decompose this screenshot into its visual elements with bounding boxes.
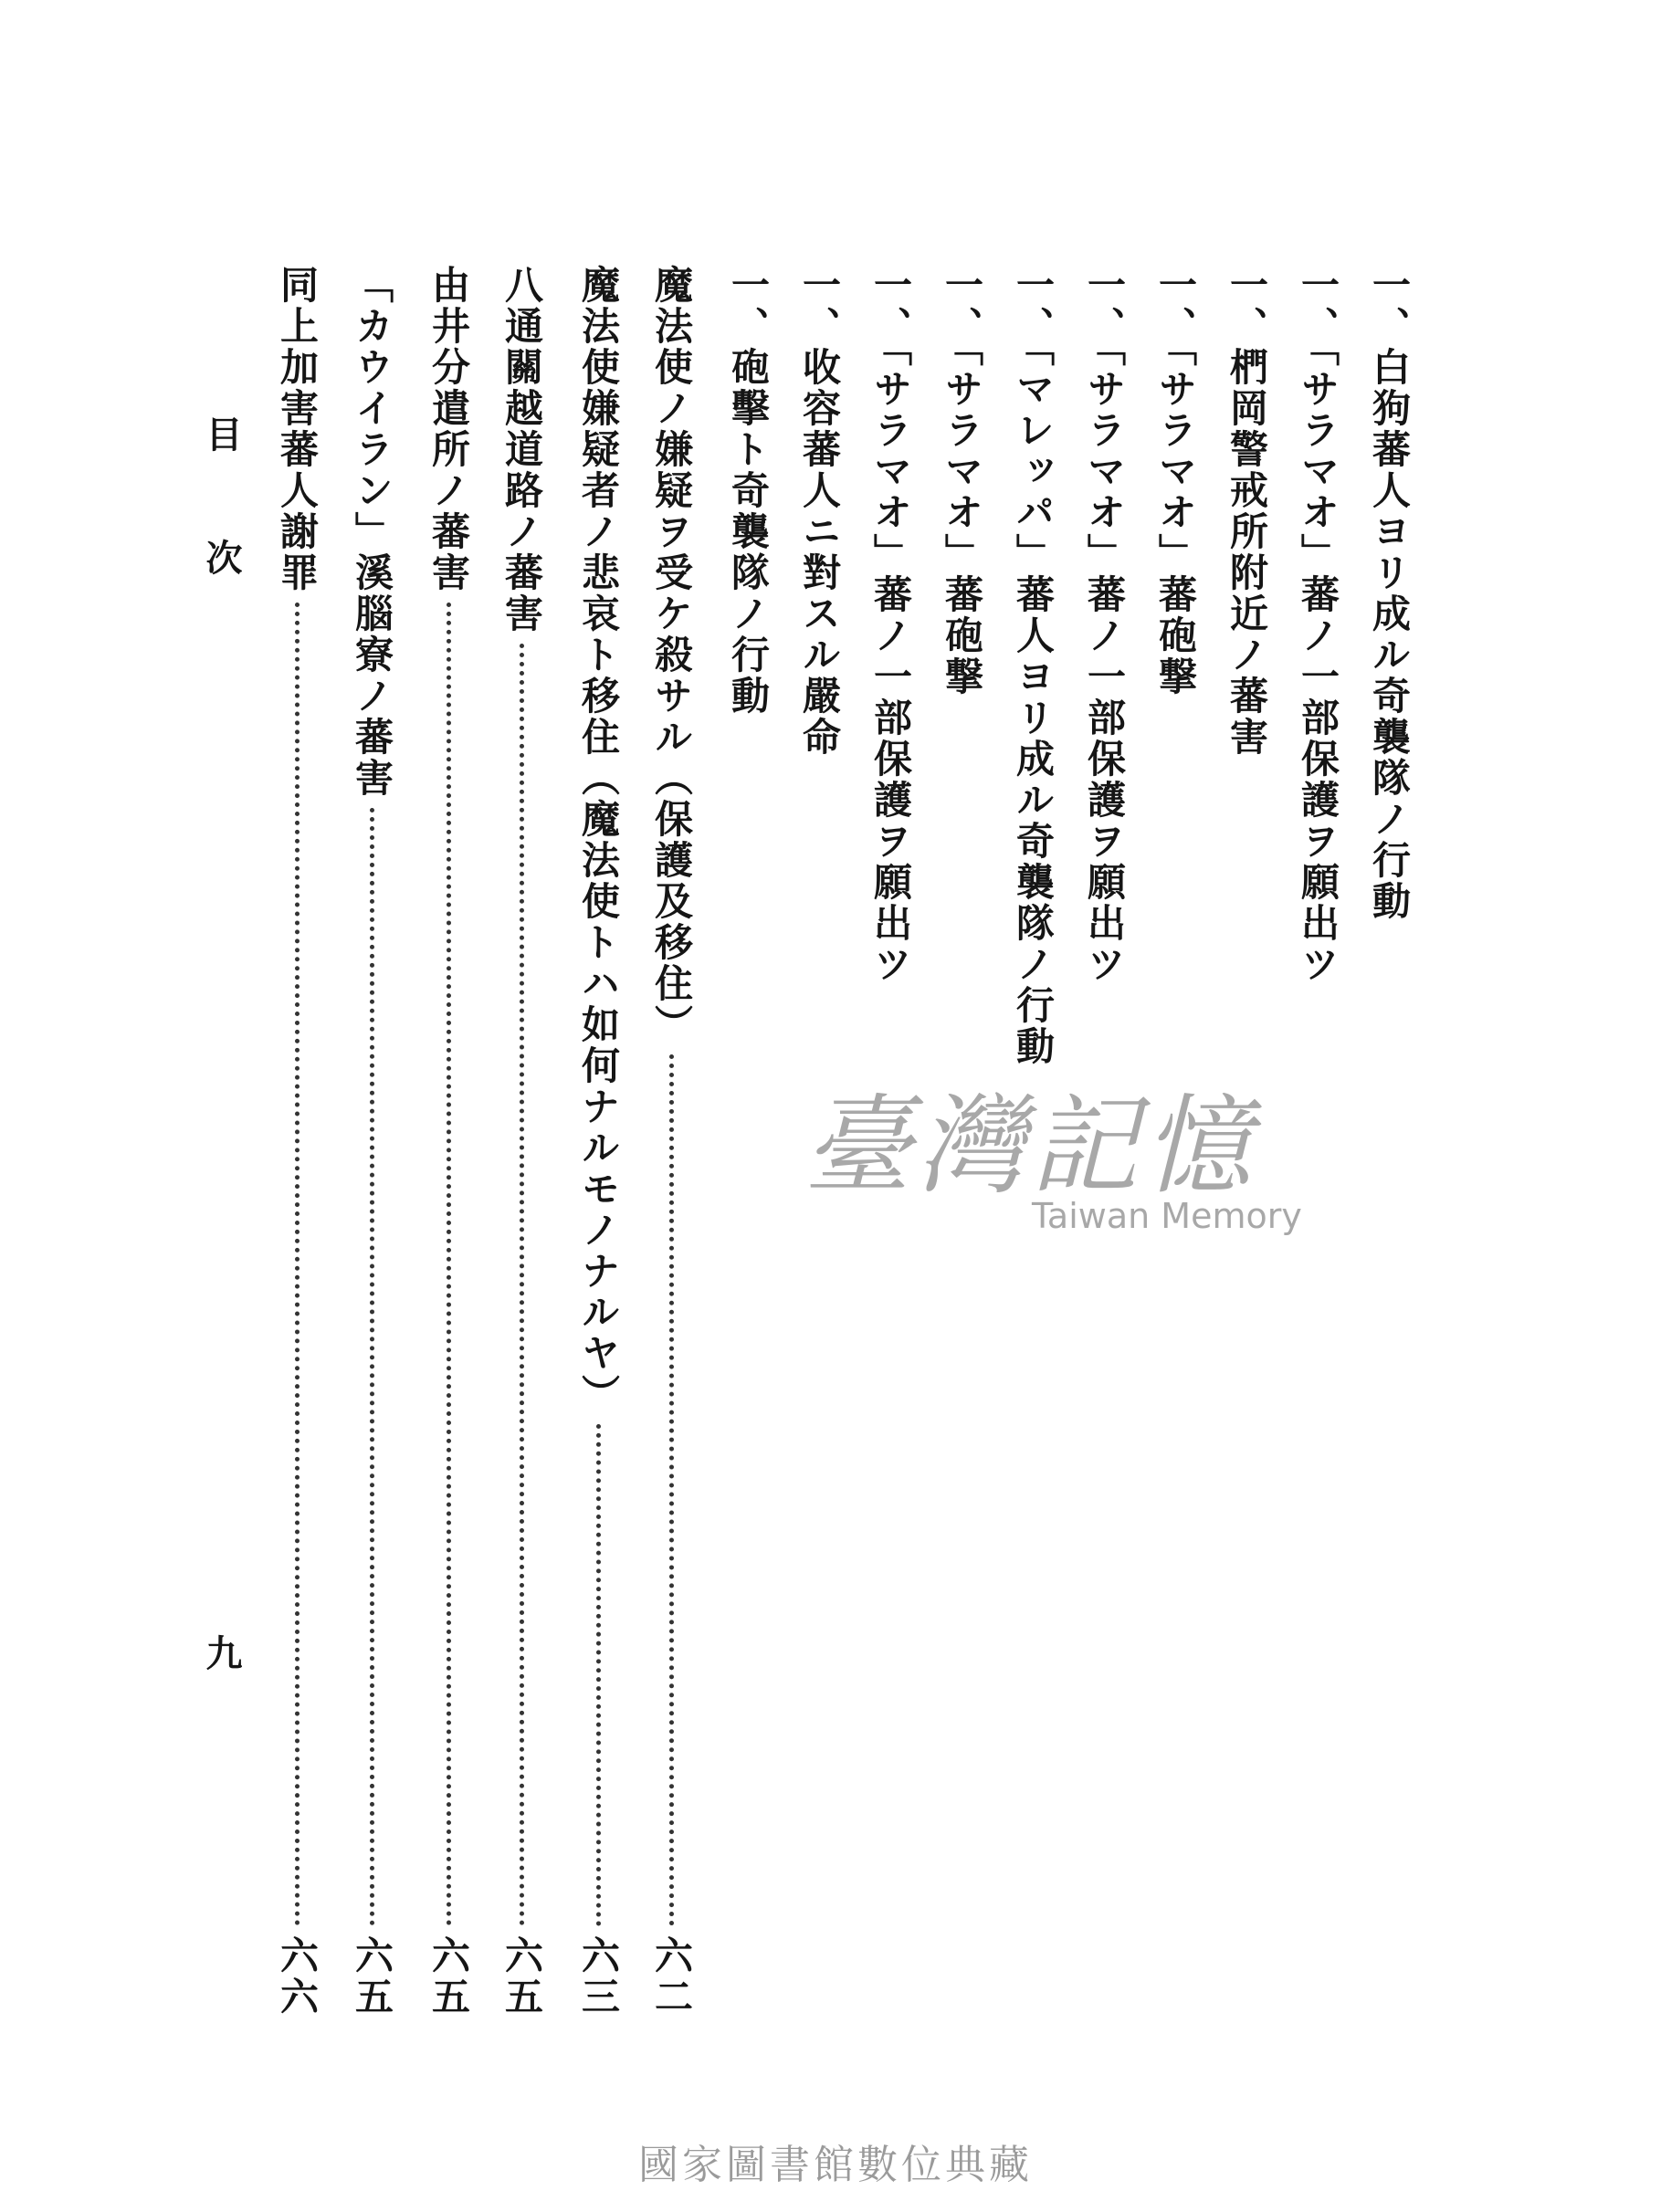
toc-page-number: 六六: [275, 1935, 320, 2018]
toc-entry-title: 八通關越道路ノ蕃害: [499, 265, 544, 634]
dotted-leader: [520, 644, 524, 1926]
toc-main-entry: [350, 265, 394, 2018]
toc-page-number: 六三: [576, 1935, 621, 2018]
toc-entry: 一、椚岡警戒所附近ノ蕃害: [1224, 265, 1269, 758]
toc-page-number: 六五: [499, 1935, 544, 2018]
toc-entry: 一、砲擊ト奇襲隊ノ行動: [726, 265, 771, 717]
watermark-text-cn: 臺灣記憶: [804, 1083, 1257, 1209]
dotted-leader: [669, 1054, 674, 1926]
toc-main-entry: [426, 265, 471, 2018]
dotted-leader: [370, 808, 374, 1926]
toc-entry: 一、「マレッパ」蕃人ヨリ成ル奇襲隊ノ行動: [1011, 265, 1056, 1067]
toc-entry: 一、「サラマオ」蕃砲撃: [940, 265, 984, 697]
toc-entry: 一、白狗蕃人ヨリ成ル奇襲隊ノ行動: [1367, 265, 1412, 922]
toc-main-entry: [275, 265, 320, 2018]
dotted-leader: [447, 603, 451, 1926]
footer-collection-label: 國家圖書館數位典藏: [638, 2142, 1033, 2188]
toc-entry: 一、「サラマオ」蕃ノ一部保護ヲ願出ツ: [1296, 265, 1340, 985]
toc-entry-title: 由井分遣所ノ蕃害: [426, 265, 471, 593]
toc-main-entry: [499, 265, 544, 2018]
toc-entry: 一、收容蕃人ニ對スル嚴命: [797, 265, 842, 758]
dotted-leader: [596, 1424, 601, 1926]
toc-main-entry: [576, 265, 621, 2018]
toc-entry-title: 魔法使嫌疑者ノ悲哀ト移住（魔法使トハ如何ナルモノナルヤ）: [576, 265, 621, 1415]
toc-entry: 一、「サラマオ」蕃ノ一部保護ヲ願出ツ: [868, 265, 913, 985]
toc-entry-title: 「カウイラン」溪腦寮ノ蕃害: [350, 265, 394, 799]
toc-entry-title: 魔法使ノ嫌疑ヲ受ケ殺サル（保護及移住）: [649, 265, 694, 1045]
dotted-leader: [295, 603, 300, 1926]
toc-entry: 一、「サラマオ」蕃ノ一部保護ヲ願出ツ: [1082, 265, 1127, 985]
watermark: [804, 1059, 1302, 1242]
toc-main-entry: [649, 265, 694, 2018]
page-number: 九: [200, 1634, 243, 1671]
header-title-char: 次: [200, 539, 243, 575]
header-title-char: 目: [200, 415, 243, 452]
toc-page-number: 六五: [350, 1935, 394, 2018]
toc-page-number: 六二: [649, 1935, 694, 2018]
watermark-text-en: Taiwan Memory: [1032, 1196, 1302, 1236]
toc-page-number: 六五: [426, 1935, 471, 2018]
toc-entry-title: 同上加害蕃人謝罪: [275, 265, 320, 593]
toc-entry: 一、「サラマオ」蕃砲撃: [1153, 265, 1198, 697]
